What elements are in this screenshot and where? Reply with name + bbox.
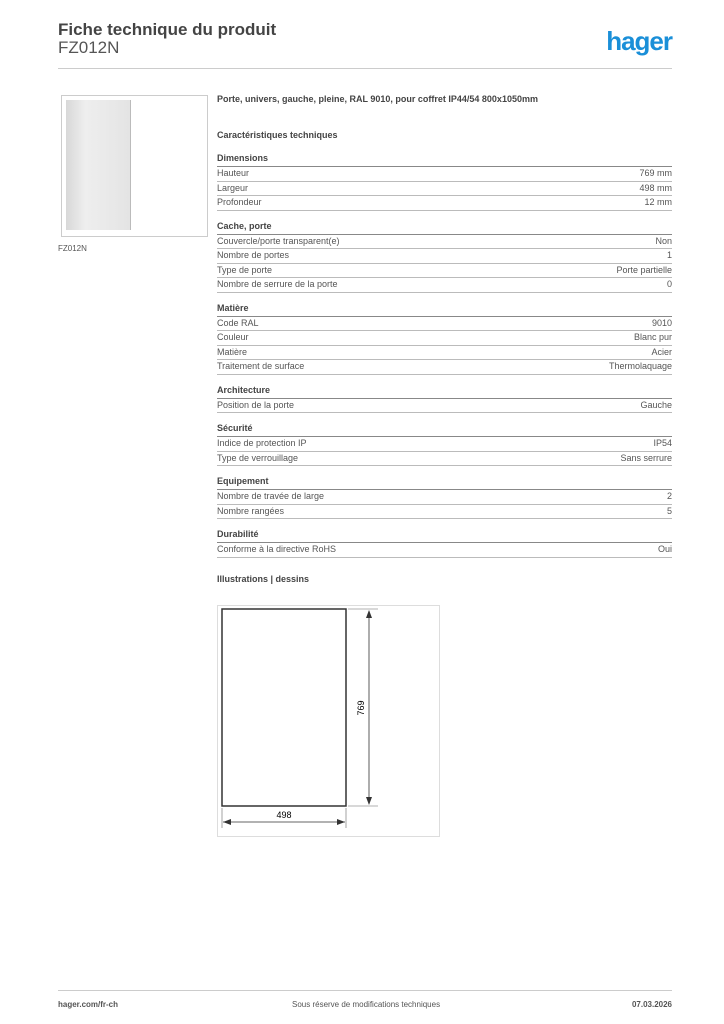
spec-label: Nombre de portes (217, 250, 290, 260)
spec-group-title: Architecture (217, 384, 672, 399)
spec-row (217, 249, 672, 264)
spec-label: Type de verrouillage (217, 452, 299, 463)
spec-label: Couleur (217, 332, 249, 342)
spec-row (217, 360, 672, 375)
spec-value: Non (655, 235, 672, 246)
spec-value: Porte partielle (616, 264, 672, 275)
product-image-caption: FZ012N (58, 244, 87, 253)
spec-row (217, 167, 672, 182)
illustrations-title: Illustrations | dessins (217, 573, 310, 584)
spec-group (217, 220, 672, 293)
product-code: FZ012N (58, 38, 120, 57)
spec-group (217, 302, 672, 375)
door-picture (66, 100, 131, 230)
spec-row (217, 505, 672, 520)
spec-value: 2 (666, 491, 672, 501)
footer-disclaimer: Sous réserve de modifications techniques (292, 1000, 441, 1009)
header-divider (58, 68, 672, 69)
spec-group (217, 475, 672, 519)
spec-label: Position de la porte (217, 399, 295, 410)
spec-group (217, 422, 672, 466)
product-description: Porte, univers, gauche, pleine, RAL 9010, pour coffret IP44/54 800x1050mm (217, 94, 538, 104)
spec-row (217, 346, 672, 361)
spec-label: Traitement de surface (217, 361, 305, 371)
spec-row (217, 543, 672, 558)
spec-row (217, 490, 672, 505)
spec-label: Nombre rangées (217, 505, 285, 516)
spec-value: Gauche (640, 399, 672, 410)
spec-label: Largeur (217, 182, 249, 193)
spec-group-title: Sécurité (217, 422, 672, 437)
height-label: 769 (356, 700, 366, 716)
spec-value: 9010 (651, 317, 672, 328)
drawing-svg (218, 606, 439, 836)
spec-value: 498 mm (639, 182, 672, 193)
spec-label: Couvercle/porte transparent(e) (217, 235, 340, 246)
spec-row (217, 437, 672, 452)
width-label: 498 (276, 810, 292, 820)
spec-row (217, 317, 672, 332)
spec-value: 5 (666, 505, 672, 516)
spec-row (217, 331, 672, 346)
spec-value: 769 mm (639, 168, 672, 178)
spec-value: 0 (666, 279, 672, 289)
spec-group-title: Durabilité (217, 528, 672, 543)
spec-label: Matière (217, 346, 248, 357)
spec-group-title: Dimensions (217, 152, 672, 167)
spec-label: Hauteur (217, 168, 250, 178)
hager-logo: hager (606, 26, 672, 56)
spec-value: Thermolaquage (608, 361, 672, 371)
spec-group-title: Matière (217, 302, 672, 317)
spec-row (217, 182, 672, 197)
spec-row (217, 196, 672, 211)
footer (58, 990, 672, 1009)
spec-group-title: Equipement (217, 475, 672, 490)
footer-date: 07.03.2026 (631, 1000, 672, 1009)
spec-label: Type de porte (217, 264, 273, 275)
spec-row (217, 264, 672, 279)
footer-website-link[interactable]: hager.com/fr-ch (58, 1000, 119, 1009)
spec-label: Code RAL (217, 317, 259, 328)
spec-value: IP54 (653, 438, 672, 448)
spec-value: 12 mm (644, 197, 672, 207)
spec-label: Conforme à la directive RoHS (217, 544, 337, 554)
spec-group (217, 528, 672, 558)
product-image (61, 95, 208, 237)
spec-value: 1 (666, 250, 672, 260)
spec-label: Indice de protection IP (217, 438, 307, 448)
spec-section (217, 94, 672, 584)
spec-label: Nombre de travée de large (217, 491, 325, 501)
spec-label: Profondeur (217, 197, 262, 207)
spec-value: Sans serrure (620, 452, 672, 463)
door-outline (222, 609, 346, 806)
spec-row (217, 399, 672, 414)
specs-title: Caractéristiques techniques (217, 130, 338, 140)
spec-row (217, 452, 672, 467)
spec-group (217, 384, 672, 414)
spec-value: Blanc pur (633, 332, 672, 342)
spec-value: Oui (657, 544, 672, 554)
spec-group (217, 152, 672, 211)
spec-row (217, 235, 672, 250)
spec-value: Acier (651, 346, 672, 357)
spec-row (217, 278, 672, 293)
dimension-drawing (217, 605, 440, 837)
spec-group-title: Cache, porte (217, 220, 672, 235)
spec-label: Nombre de serrure de la porte (217, 279, 338, 289)
page-title: Fiche technique du produit (58, 20, 277, 39)
